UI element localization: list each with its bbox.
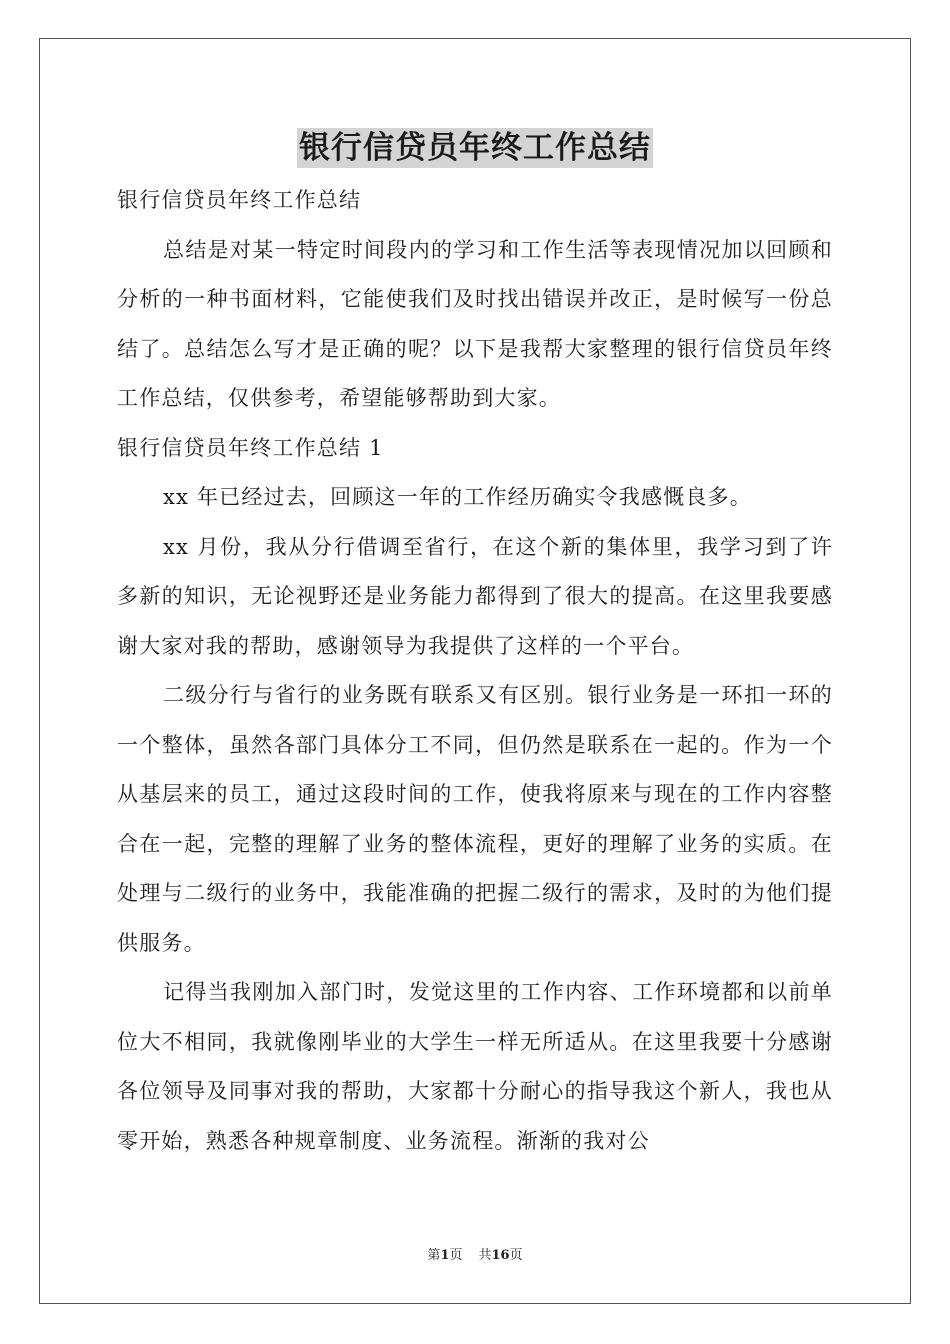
paragraph-body: xx 年已经过去，回顾这一年的工作经历确实令我感慨良多。 [163,485,752,509]
paragraph-body: xx 月份，我从分行借调至省行，在这个新的集体里，我学习到了许多新的知识，无论视野还是业务能力都得到了很大的提高。在这里我要感谢大家对我的帮助，感谢领导为我提供了这样的一个平台。 [117,534,833,658]
paragraph-intro: 总结是对某一特定时间段内的学习和工作生活等表现情况加以回顾和分析的一种书面材料，它能使我们及时找出错误并改正，是时候写一份总结了。总结怎么写才是正确的呢？以下是我帮大家整理的银行信贷员年终工作总结，仅供参考，希望能够帮助到大家。 [117,237,833,410]
paragraph-body: 二级分行与省行的业务既有联系又有区别。银行业务是一环扣一环的一个整体，虽然各部门具体分工不同，但仍然是联系在一起的。作为一个从基层来的员工，通过这段时间的工作，使我将原来与现在的工作内容整合在一起，完整的理解了业务的整体流程，更好的理解了业务的实质。在处理与二级行的业务中，我能准确的把握二级行的需求，及时的为他们提供服务。 [117,683,833,955]
paragraph-section-heading: 银行信贷员年终工作总结 1 [117,435,384,460]
document-title: 银行信贷员年终工作总结 [299,130,651,166]
footer-total-suffix: 页 [509,1248,523,1263]
document-title-wrapper [0,128,950,168]
paragraph-subtitle: 银行信贷员年终工作总结 [117,188,362,212]
paragraph-body: 记得当我刚加入部门时，发觉这里的工作内容、工作环境都和以前单位大不相同，我就像刚毕业的大学生一样无所适从。在这里我要十分感谢各位领导及同事对我的帮助，大家都十分耐心的指导我这个新人，我也从零开始，熟悉各种规章制度、业务流程。渐渐的我对公 [117,980,833,1153]
footer-page-prefix: 第 [427,1248,441,1263]
footer-total-pages: 16 [491,1248,510,1263]
page-footer [0,1247,950,1265]
document-body [117,176,833,1166]
footer-page-suffix: 页 [449,1248,463,1263]
footer-page-number: 1 [440,1248,450,1263]
footer-total-prefix: 共 [478,1248,492,1263]
